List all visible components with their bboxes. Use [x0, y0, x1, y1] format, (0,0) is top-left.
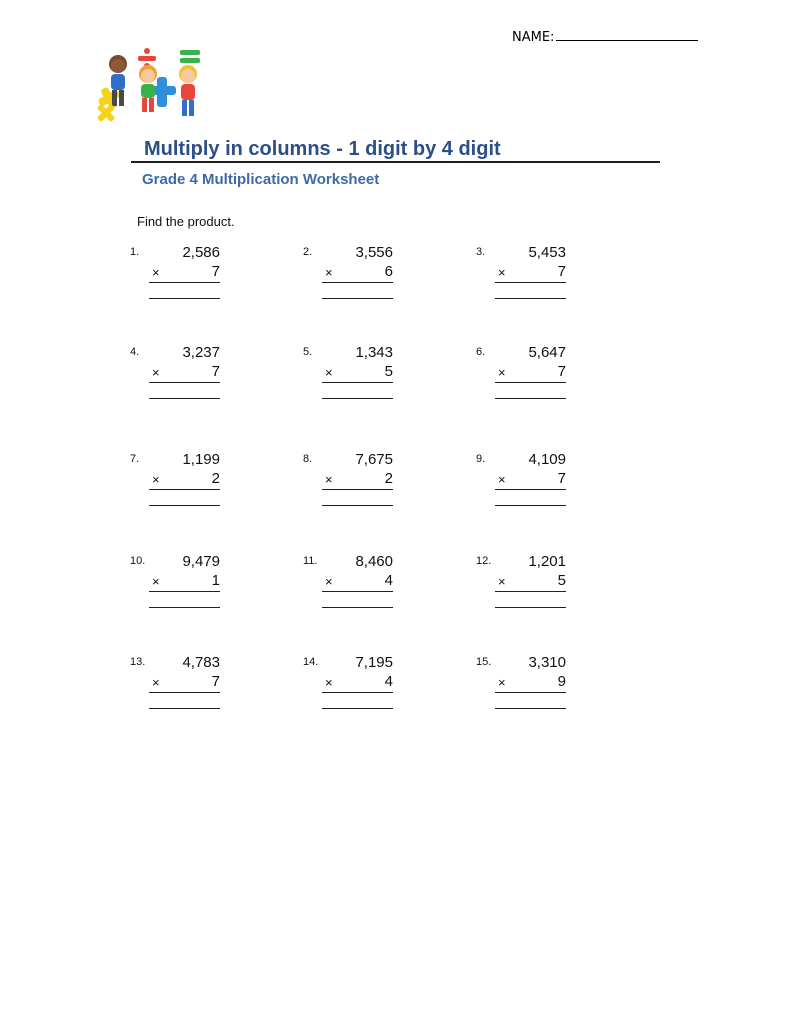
multiplicand: 4,109: [528, 451, 566, 468]
times-sign: ×: [152, 265, 160, 280]
multiplier: 9: [557, 673, 566, 690]
kids-math-logo-icon: [96, 44, 216, 126]
times-sign: ×: [325, 675, 333, 690]
problem-13: [130, 656, 220, 716]
problem-15: [476, 656, 566, 716]
sum-line: [322, 382, 393, 383]
problem-number: 10.: [130, 555, 146, 567]
sum-line: [322, 692, 393, 693]
sum-line: [149, 489, 220, 490]
instruction-text: Find the product.: [137, 214, 235, 229]
multiplicand: 7,195: [355, 654, 393, 671]
answer-line[interactable]: [322, 298, 393, 299]
times-sign: ×: [152, 472, 160, 487]
problem-11: [303, 555, 393, 615]
multiplicand: 5,453: [528, 244, 566, 261]
problem-number: 2.: [303, 246, 313, 258]
times-sign: ×: [152, 675, 160, 690]
sum-line: [495, 692, 566, 693]
multiplier: 2: [211, 470, 220, 487]
problem-number: 14.: [303, 656, 319, 668]
problem-1: [130, 246, 220, 306]
times-sign: ×: [498, 574, 506, 589]
sum-line: [322, 489, 393, 490]
multiplier: 4: [384, 572, 393, 589]
answer-line[interactable]: [149, 607, 220, 608]
answer-line[interactable]: [495, 708, 566, 709]
answer-line[interactable]: [495, 505, 566, 506]
problem-8: [303, 453, 393, 513]
answer-line[interactable]: [322, 708, 393, 709]
multiplier: 5: [384, 363, 393, 380]
problem-number: 13.: [130, 656, 146, 668]
multiplicand: 4,783: [182, 654, 220, 671]
problem-number: 5.: [303, 346, 313, 358]
problem-4: [130, 346, 220, 406]
problem-number: 15.: [476, 656, 492, 668]
times-sign: ×: [498, 265, 506, 280]
problem-number: 8.: [303, 453, 313, 465]
answer-line[interactable]: [322, 505, 393, 506]
sum-line: [322, 591, 393, 592]
multiplier: 4: [384, 673, 393, 690]
answer-line[interactable]: [495, 607, 566, 608]
name-field[interactable]: [512, 28, 698, 45]
answer-line[interactable]: [322, 398, 393, 399]
problem-number: 3.: [476, 246, 486, 258]
sum-line: [149, 282, 220, 283]
multiplier: 7: [557, 363, 566, 380]
answer-line[interactable]: [495, 298, 566, 299]
multiplicand: 3,237: [182, 344, 220, 361]
sum-line: [495, 489, 566, 490]
name-blank-line[interactable]: [556, 28, 698, 41]
problem-6: [476, 346, 566, 406]
multiplier: 7: [211, 363, 220, 380]
multiplier: 1: [211, 572, 220, 589]
answer-line[interactable]: [149, 298, 220, 299]
answer-line[interactable]: [495, 398, 566, 399]
problem-number: 12.: [476, 555, 492, 567]
multiplier: 5: [557, 572, 566, 589]
times-sign: ×: [498, 675, 506, 690]
multiplicand: 1,343: [355, 344, 393, 361]
title-underline: [131, 161, 660, 163]
times-sign: ×: [152, 574, 160, 589]
answer-line[interactable]: [149, 505, 220, 506]
multiplicand: 9,479: [182, 553, 220, 570]
name-label: NAME:: [512, 30, 555, 45]
multiplicand: 8,460: [355, 553, 393, 570]
multiplicand: 7,675: [355, 451, 393, 468]
problem-9: [476, 453, 566, 513]
multiplier: 7: [211, 673, 220, 690]
sum-line: [495, 591, 566, 592]
sum-line: [495, 382, 566, 383]
multiplier: 7: [557, 263, 566, 280]
answer-line[interactable]: [149, 708, 220, 709]
sum-line: [149, 382, 220, 383]
times-sign: ×: [498, 365, 506, 380]
worksheet-subtitle: Grade 4 Multiplication Worksheet: [142, 171, 380, 188]
sum-line: [149, 692, 220, 693]
multiplier: 7: [557, 470, 566, 487]
problem-2: [303, 246, 393, 306]
problem-5: [303, 346, 393, 406]
answer-line[interactable]: [322, 607, 393, 608]
multiplicand: 5,647: [528, 344, 566, 361]
problem-number: 7.: [130, 453, 140, 465]
times-sign: ×: [325, 574, 333, 589]
sum-line: [495, 282, 566, 283]
times-sign: ×: [152, 365, 160, 380]
sum-line: [149, 591, 220, 592]
times-sign: ×: [498, 472, 506, 487]
worksheet-title: Multiply in columns - 1 digit by 4 digit: [144, 138, 501, 160]
problem-number: 4.: [130, 346, 140, 358]
multiplicand: 3,556: [355, 244, 393, 261]
problem-number: 6.: [476, 346, 486, 358]
problem-number: 11.: [303, 555, 318, 567]
times-sign: ×: [325, 365, 333, 380]
multiplicand: 1,199: [182, 451, 220, 468]
multiplicand: 2,586: [182, 244, 220, 261]
answer-line[interactable]: [149, 398, 220, 399]
problem-14: [303, 656, 393, 716]
times-sign: ×: [325, 472, 333, 487]
multiplicand: 1,201: [528, 553, 566, 570]
problem-10: [130, 555, 220, 615]
multiplier: 2: [384, 470, 393, 487]
sum-line: [322, 282, 393, 283]
problem-12: [476, 555, 566, 615]
problem-number: 9.: [476, 453, 486, 465]
problem-3: [476, 246, 566, 306]
problem-number: 1.: [130, 246, 140, 258]
times-sign: ×: [325, 265, 333, 280]
multiplier: 6: [384, 263, 393, 280]
multiplicand: 3,310: [528, 654, 566, 671]
multiplier: 7: [211, 263, 220, 280]
problem-7: [130, 453, 220, 513]
